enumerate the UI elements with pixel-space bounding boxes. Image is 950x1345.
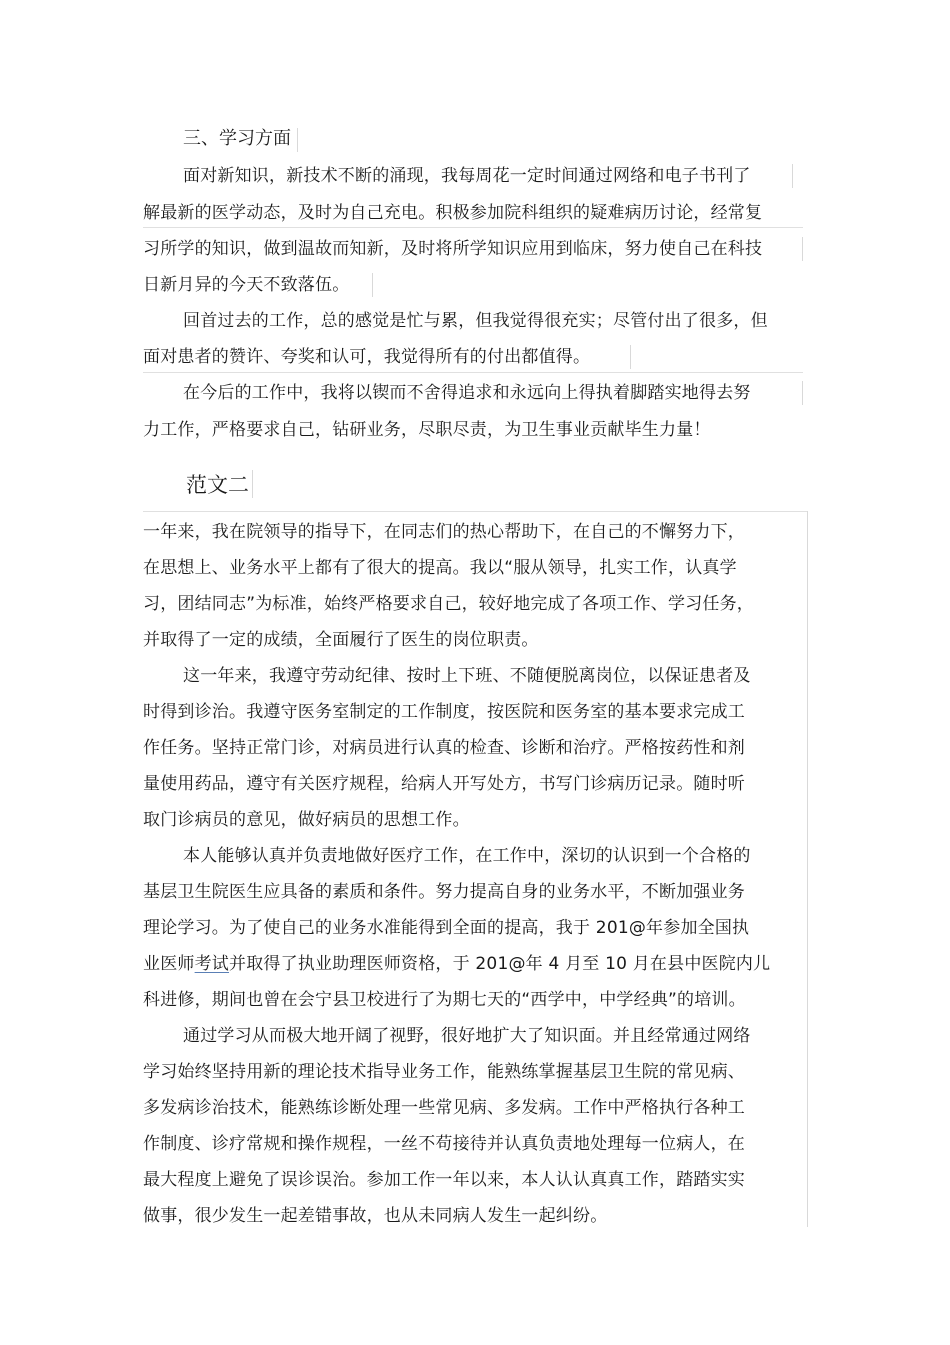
paragraph-line [143, 953, 770, 975]
divider [802, 237, 803, 261]
divider [143, 227, 803, 228]
paragraph-line: 习，团结同志”为标准，始终严格要求自己，较好地完成了各项工作、学习任务， [143, 594, 755, 614]
section-heading: 三、学习方面 [183, 128, 291, 149]
essay-title: 范文二 [186, 473, 249, 497]
paragraph-line: 一年来，我在院领导的指导下，在同志们的热心帮助下，在自己的不懈努力下， [143, 522, 745, 542]
paragraph-line: 取门诊病员的意见，做好病员的思想工作。 [143, 810, 470, 830]
paragraph-line: 面对新知识，新技术不断的涌现，我每周花一定时间通过网络和电子书刊了 [183, 166, 751, 186]
paragraph-line: 并取得了一定的成绩，全面履行了医生的岗位职责。 [143, 630, 539, 650]
divider [143, 511, 808, 512]
divider [630, 345, 631, 369]
exam-link[interactable]: 考试 [194, 954, 230, 974]
divider [802, 381, 803, 405]
text-segment: 业医师 [143, 954, 195, 974]
paragraph-line: 力工作，严格要求自己，钻研业务，尽职尽责，为卫生事业贡献毕生力量！ [143, 420, 711, 440]
paragraph-line: 在思想上、业务水平上都有了很大的提高。我以“服从领导，扎实工作，认真学 [143, 558, 737, 578]
paragraph-line: 本人能够认真并负责地做好医疗工作，在工作中，深切的认识到一个合格的 [183, 846, 751, 866]
divider [792, 164, 793, 188]
divider [807, 511, 808, 1227]
paragraph-line: 作任务。坚持正常门诊，对病员进行认真的检查、诊断和治疗。严格按药性和剂 [143, 738, 745, 758]
paragraph-line: 基层卫生院医生应具备的素质和条件。努力提高自身的业务水平，不断加强业务 [143, 882, 745, 902]
paragraph-line: 做事，很少发生一起差错事故，也从未同病人发生一起纠纷。 [143, 1206, 608, 1226]
paragraph-line: 在今后的工作中，我将以锲而不舍得追求和永远向上得执着脚踏实地得去努 [183, 383, 751, 403]
divider [372, 273, 373, 297]
paragraph-line: 解最新的医学动态，及时为自己充电。积极参加院科组织的疑难病历讨论，经常复 [143, 203, 763, 223]
paragraph-line: 习所学的知识，做到温故而知新，及时将所学知识应用到临床，努力使自己在科技 [143, 239, 763, 259]
paragraph-line: 作制度、诊疗常规和操作规程，一丝不苟接待并认真负责地处理每一位病人，在 [143, 1134, 745, 1154]
paragraph-line: 面对患者的赞许、夸奖和认可，我觉得所有的付出都值得。 [143, 347, 591, 367]
paragraph-line: 这一年来，我遵守劳动纪律、按时上下班、不随便脱离岗位，以保证患者及 [183, 666, 751, 686]
paragraph-line: 理论学习。为了使自己的业务水准能得到全面的提高，我于 201@年参加全国执 [143, 918, 750, 938]
paragraph-line: 多发病诊治技术，能熟练诊断处理一些常见病、多发病。工作中严格执行各种工 [143, 1098, 745, 1118]
paragraph-line: 学习始终坚持用新的理论技术指导业务工作，能熟练掌握基层卫生院的常见病、 [143, 1062, 745, 1082]
paragraph-line: 科进修，期间也曾在会宁县卫校进行了为期七天的“西学中，中学经典”的培训。 [143, 990, 746, 1010]
paragraph-line: 量使用药品，遵守有关医疗规程，给病人开写处方，书写门诊病历记录。随时听 [143, 774, 745, 794]
paragraph-line: 最大程度上避免了误诊误治。参加工作一年以来，本人认认真真工作，踏踏实实 [143, 1170, 745, 1190]
paragraph-line: 日新月异的今天不致落伍。 [143, 275, 350, 295]
paragraph-line: 通过学习从而极大地开阔了视野，很好地扩大了知识面。并且经常通过网络 [183, 1026, 751, 1046]
divider [252, 470, 253, 498]
text-segment: 并取得了执业助理医师资格，于 201@年 4 月至 10 月在县中医院内儿 [229, 954, 771, 974]
divider [297, 128, 298, 152]
paragraph-line: 时得到诊治。我遵守医务室制定的工作制度，按医院和医务室的基本要求完成工 [143, 702, 745, 722]
paragraph-line: 回首过去的工作，总的感觉是忙与累，但我觉得很充实；尽管付出了很多，但 [183, 311, 768, 331]
divider [143, 372, 803, 373]
